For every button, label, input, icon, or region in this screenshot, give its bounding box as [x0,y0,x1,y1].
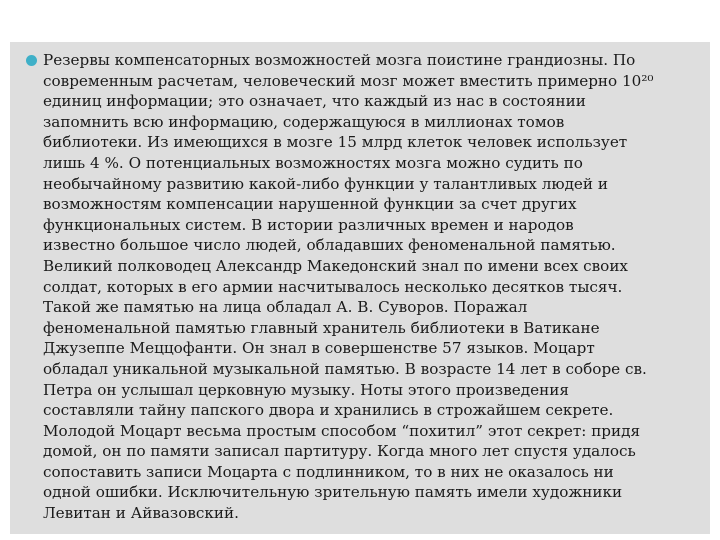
text-line: Такой же памятью на лица обладал А. В. Суворов. Поражал [43,298,528,317]
text-line: обладал уникальной музыкальной памятью. В возрасте 14 лет в соборе св. [43,359,647,378]
text-line: запомнить всю информацию, содержащуюся в миллионах томов [43,112,565,131]
text-line: современным расчетам, человеческий мозг может вместить примерно 10²⁰ [43,71,654,90]
paragraph [43,50,708,524]
text-line: домой, он по памяти записал партитуру. Когда много лет спустя удалось [43,442,636,461]
text-line: солдат, которых в его армии насчитывалось несколько десятков тысяч. [43,277,623,296]
text-line: Джузеппе Меццофанти. Он знал в совершенстве 57 языков. Моцарт [43,339,595,358]
text-line: Резервы компенсаторных возможностей мозга поистине грандиозны. По [43,51,636,69]
text-line: возможностям компенсации нарушенной функции за счет других [43,195,577,214]
text-line: Молодой Моцарт весьма простым способом “похитил” этот секрет: придя [43,421,641,440]
text-line: Петра он услышал церковную музыку. Ноты этого произведения [43,380,569,399]
text-line: Великий полководец Александр Македонский знал по имени всех своих [43,256,629,275]
text-line: единиц информации; это означает, что каждый из нас в состоянии [43,92,586,111]
text-line: необычайному развитию какой-либо функции у талантливых людей и [43,174,608,193]
text-line: функциональных систем. В истории различных времен и народов [43,215,574,234]
text-line: известно большое число людей, обладавших феноменальной памятью. [43,236,616,255]
bullet-icon [26,55,37,66]
text-line: сопоставить записи Моцарта с подлинником, то в них не оказалось ни [43,462,614,481]
text-line: библиотеки. Из имеющихся в мозге 15 млрд клеток человек использует [43,133,628,152]
text-line: лишь 4 %. О потенциальных возможностях мозга можно судить по [43,153,583,172]
text-line: одной ошибки. Исключительную зрительную память имели художники [43,483,623,502]
text-line: составляли тайну папского двора и хранились в строжайшем секрете. [43,401,614,420]
text-line: Левитан и Айвазовский. [43,504,239,523]
text-line: феноменальной памятью главный хранитель библиотеки в Ватикане [43,318,600,337]
